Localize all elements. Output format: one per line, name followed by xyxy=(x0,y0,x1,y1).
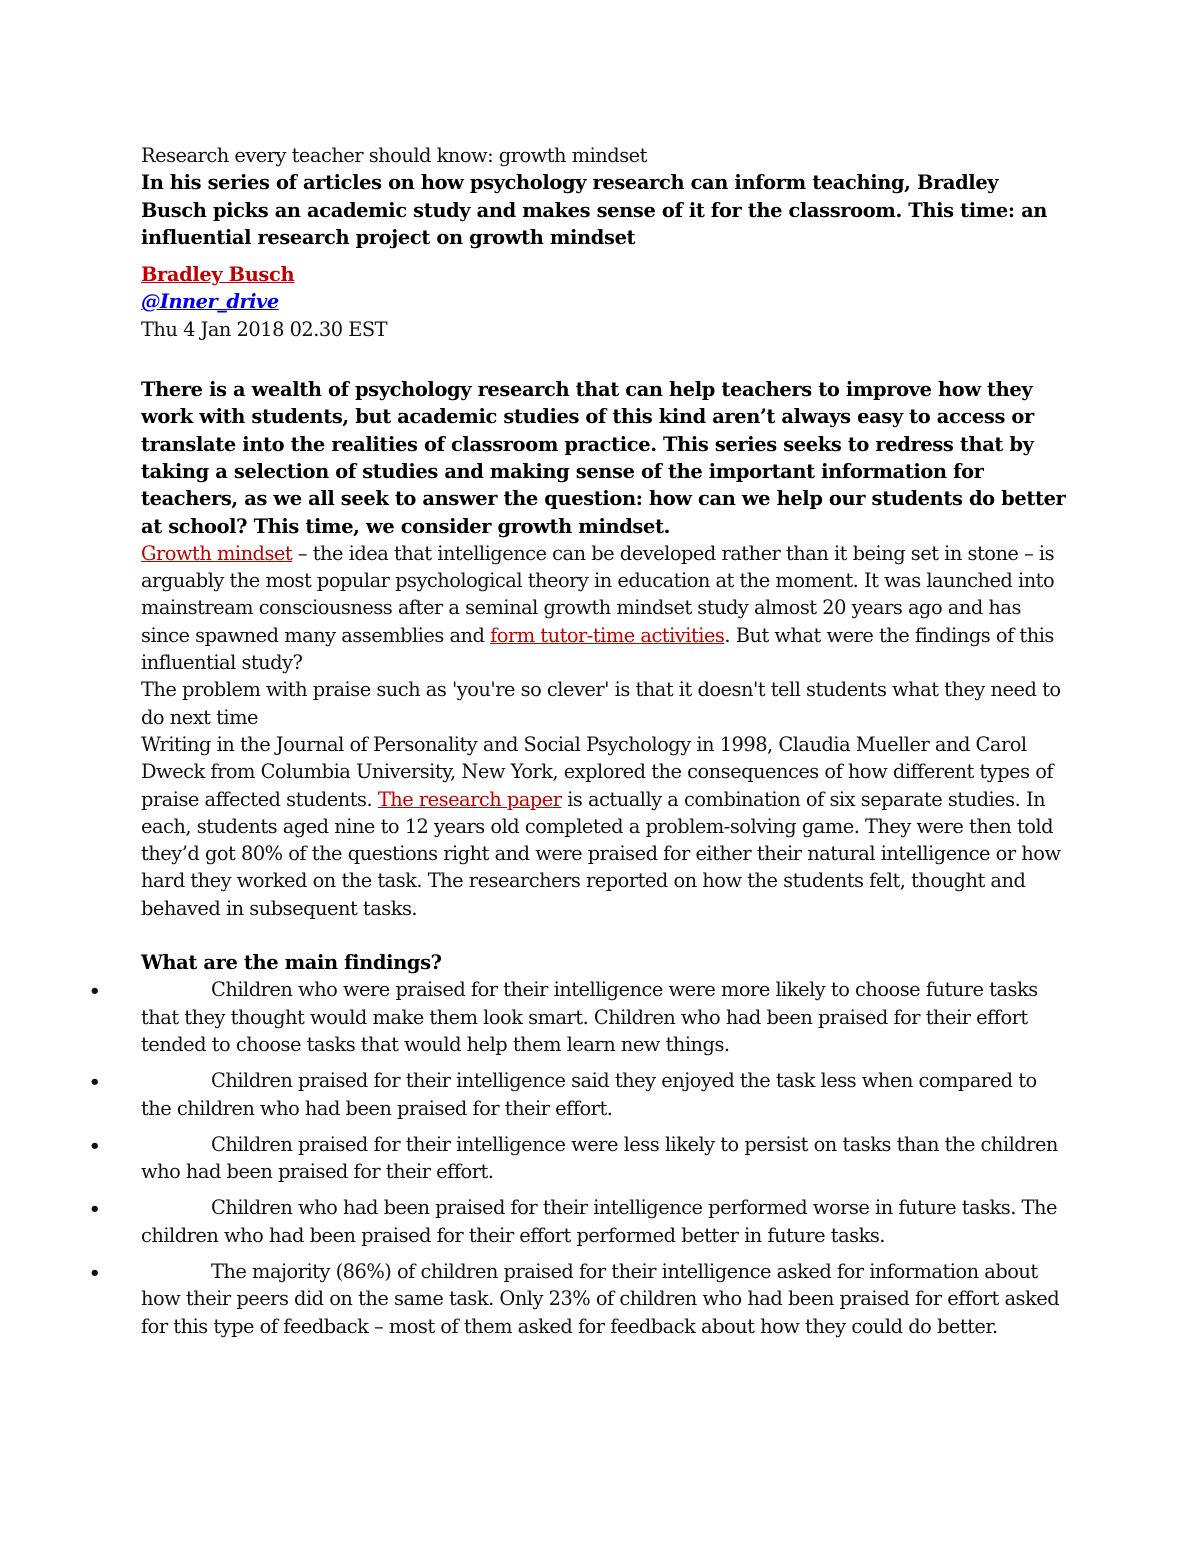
body-paragraph-1-text-b: . But what were the findings of this influential study? xyxy=(141,623,1054,675)
list-item xyxy=(89,1258,1066,1340)
body-paragraph-3-text-a: Writing in the Journal of Personality and Social Psychology in 1998, Claudia Mueller and Carol Dweck from Columbia University, New York, explored the consequences of how different types of praise affected students. xyxy=(141,732,1054,811)
research-paper-link[interactable]: The research paper xyxy=(377,787,562,811)
finding-text: Children who had been praised for their intelligence performed worse in future tasks. The children who had been praised for their effort performed better in future tasks. xyxy=(141,1196,1057,1247)
list-item xyxy=(89,1067,1066,1122)
body-paragraph-3-text-b: is actually a combination of six separate studies. In each, students aged nine to 12 years old completed a problem-solving game. They were then told they’d got 80% of the questions right and were praised for either their natural intelligence or how hard they worked on the task. The researchers reported on how the students felt, thought and behaved in subsequent tasks. xyxy=(141,787,1061,920)
spacer xyxy=(141,251,1066,261)
bullet-icon: • xyxy=(89,1262,101,1284)
article-headline: Research every teacher should know: growth mindset xyxy=(141,144,647,167)
spacer xyxy=(141,343,1066,376)
bullet-icon: • xyxy=(89,1072,101,1094)
twitter-handle-link[interactable]: @Inner_drive xyxy=(141,290,279,314)
article-standfirst: In his series of articles on how psychology research can inform teaching, Bradley Busch picks an academic study and makes sense of it for the classroom. This time: an influential research project on growth mindset xyxy=(141,171,1048,249)
list-item xyxy=(89,1194,1066,1249)
finding-text: Children praised for their intelligence said they enjoyed the task less when compared to the children who had been praised for their effort. xyxy=(141,1069,1037,1120)
document-page xyxy=(89,142,1066,1349)
bullet-icon: • xyxy=(89,1135,101,1157)
body-paragraph-3 xyxy=(141,731,1066,922)
intro-paragraph: There is a wealth of psychology research that can help teachers to improve how they work with students, but academic studies of this kind aren’t always easy to access or translate into the realities of classroom practice. This series seeks to redress that by taking a selection of studies and making sense of the important information for teachers, as we all seek to answer the question: how can we help our students do better at school? This time, we consider growth mindset. xyxy=(141,378,1066,538)
list-item xyxy=(89,976,1066,1058)
author-link[interactable]: Bradley Busch xyxy=(141,263,295,287)
list-item xyxy=(89,1131,1066,1186)
finding-text: The majority (86%) of children praised for their intelligence asked for information about how their peers did on the same task. Only 23% of children who had been praised for effort asked for this type of feedback – most of them asked for feedback about how they could do better. xyxy=(141,1259,1060,1338)
findings-list xyxy=(89,976,1066,1340)
finding-text: Children who were praised for their intelligence were more likely to choose future tasks that they thought would make them look smart. Children who had been praised for their effort tended to choose tasks that would help them learn new things. xyxy=(141,978,1038,1056)
pull-quote: The problem with praise such as 'you're so clever' is that it doesn't tell students what they need to do next time xyxy=(141,678,1061,729)
findings-heading: What are the main findings? xyxy=(141,951,442,975)
spacer xyxy=(141,922,1066,949)
body-paragraph-1 xyxy=(141,540,1066,676)
bullet-icon: • xyxy=(89,981,101,1003)
growth-mindset-link[interactable]: Growth mindset xyxy=(141,541,293,565)
finding-text: Children praised for their intelligence were less likely to persist on tasks than the children who had been praised for their effort. xyxy=(141,1132,1058,1184)
body-paragraph-1-text-a: – the idea that intelligence can be developed rather than it being set in stone – is arguably the most popular psychological theory in education at the moment. It was launched into mainstream consciousness after a seminal growth mindset study almost 20 years ago and has since spawned many assemblies and xyxy=(141,541,1055,647)
bullet-icon: • xyxy=(89,1199,101,1221)
publish-date: Thu 4 Jan 2018 02.30 EST xyxy=(141,317,388,341)
tutor-time-activities-link[interactable]: form tutor-time activities xyxy=(490,623,725,647)
